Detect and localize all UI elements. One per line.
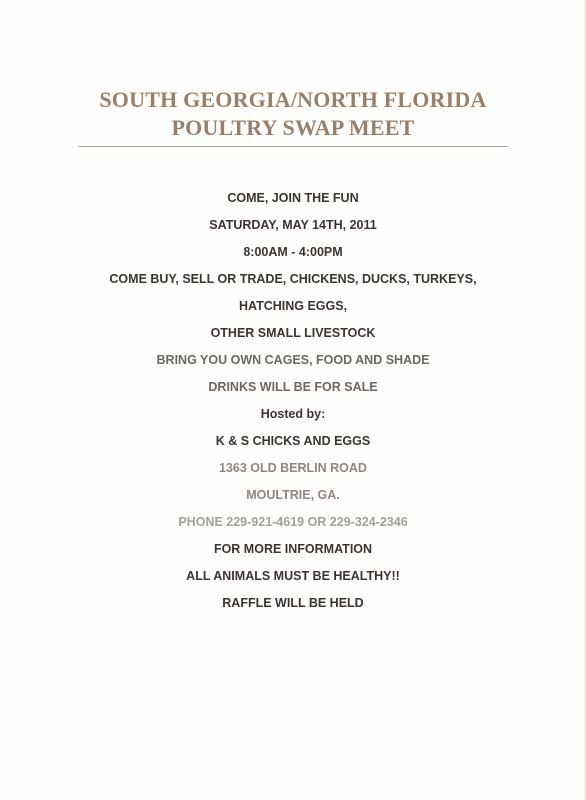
line-event-time: 8:00AM - 4:00PM bbox=[243, 245, 343, 259]
line-drinks-for-sale: DRINKS WILL BE FOR SALE bbox=[208, 380, 378, 394]
line-raffle: RAFFLE WILL BE HELD bbox=[222, 596, 364, 610]
line-healthy-animals: ALL ANIMALS MUST BE HEALTHY!! bbox=[186, 569, 400, 583]
title-divider bbox=[78, 146, 508, 147]
line-bring-cages: BRING YOU OWN CAGES, FOOD AND SHADE bbox=[156, 353, 430, 367]
line-host-name: K & S CHICKS AND EGGS bbox=[215, 434, 371, 448]
flyer-body bbox=[0, 185, 586, 617]
title-line-1: SOUTH GEORGIA/NORTH FLORIDA bbox=[99, 87, 487, 112]
title-line-2: POULTRY SWAP MEET bbox=[171, 115, 415, 140]
line-buy-sell-trade: COME BUY, SELL OR TRADE, CHICKENS, DUCKS, TURKEYS, bbox=[109, 272, 477, 286]
line-join-the-fun: COME, JOIN THE FUN bbox=[227, 191, 359, 205]
line-hatching-eggs: HATCHING EGGS, bbox=[238, 299, 348, 313]
flyer-title bbox=[0, 86, 586, 142]
line-address: 1363 OLD BERLIN ROAD bbox=[219, 461, 367, 475]
line-more-info: FOR MORE INFORMATION bbox=[213, 542, 373, 556]
line-city: MOULTRIE, GA. bbox=[246, 488, 340, 502]
line-phone: PHONE 229-921-4619 OR 229-324-2346 bbox=[178, 515, 408, 529]
line-hosted-by: Hosted by: bbox=[260, 407, 326, 421]
line-small-livestock: OTHER SMALL LIVESTOCK bbox=[210, 326, 376, 340]
line-event-date: SATURDAY, MAY 14TH, 2011 bbox=[209, 218, 377, 232]
